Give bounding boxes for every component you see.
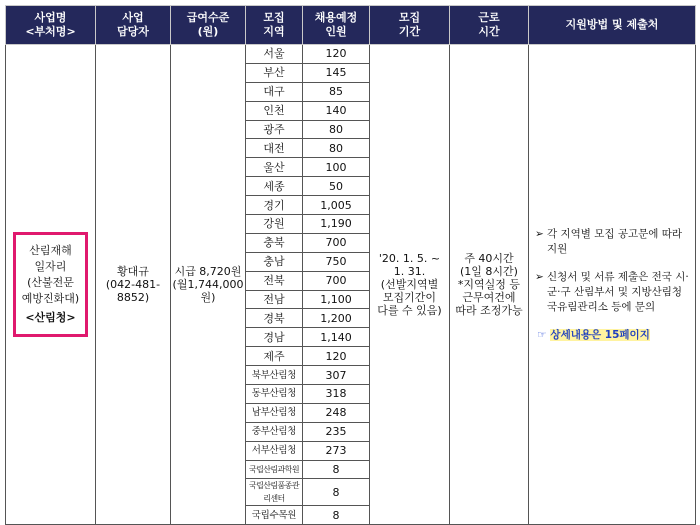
region-name: 대구 [246,82,303,101]
region-name: 충남 [246,252,303,271]
region-count: 750 [303,252,370,271]
program-line-2: 일자리 [34,260,67,274]
region-name: 전북 [246,271,303,290]
region-name: 국립수목원 [246,506,303,525]
manager-phone: (042-481-8852) [105,278,161,305]
region-count: 1,200 [303,309,370,328]
program-ministry: <산림청> [25,311,76,325]
bullet-arrow-icon: ➢ [535,227,544,240]
pay-hourly: 시급 8,720원 [174,265,242,279]
region-name: 제주 [246,347,303,366]
region-count: 248 [303,403,370,422]
region-count: 80 [303,139,370,158]
region-name: 경북 [246,309,303,328]
region-count: 1,140 [303,328,370,347]
region-name: 북부산림청 [246,366,303,385]
region-name: 울산 [246,158,303,177]
apply-item-1 [533,227,689,257]
region-name: 충북 [246,233,303,252]
header-row [6,6,696,45]
period-cell: '20. 1. 5. ~ 1. 31. (선발지역별 모집기간이 다를 수 있음) [370,45,450,525]
region-name: 강원 [246,215,303,234]
header-region: 모집 지역 [246,6,303,45]
bullet-arrow-icon: ➢ [535,270,544,283]
region-count: 1,005 [303,196,370,215]
region-count: 100 [303,158,370,177]
program-table-container [5,5,695,525]
region-count: 318 [303,385,370,404]
apply-more-text: 상세내용은 15페이지 [550,328,650,341]
region-name: 인천 [246,101,303,120]
region-name: 국립산림과학원 [246,460,303,479]
program-line-1: 산림재해 [29,244,72,258]
region-count: 700 [303,271,370,290]
pay-monthly: (월1,744,000원) [172,278,244,305]
region-count: 700 [303,233,370,252]
apply-item-1-text: 각 지역별 모집 공고문에 따라 지원 [547,227,683,255]
region-count: 140 [303,101,370,120]
region-count: 235 [303,422,370,441]
manager-name: 황대규 [117,265,149,279]
region-name: 서울 [246,45,303,64]
region-name: 국립산림품종관리센터 [246,479,303,506]
region-count: 1,100 [303,290,370,309]
pointing-hand-icon: ☞ [537,328,547,341]
header-period: 모집 기간 [370,6,450,45]
header-pay: 급여수준 (원) [171,6,246,45]
region-name: 대전 [246,139,303,158]
apply-item-2 [533,270,689,315]
manager-cell [96,45,171,525]
header-apply: 지원방법 및 제출처 [529,6,696,45]
apply-item-2-text: 신청서 및 서류 제출은 전국 시·군·구 산림부서 및 지방산림청 국유림관리소 등에 문의 [547,270,689,313]
region-name: 서부산림청 [246,441,303,460]
header-hours: 근로 시간 [450,6,529,45]
header-headcount: 채용예정 인원 [303,6,370,45]
header-program: 사업명 <부처명> [6,6,96,45]
pay-cell [171,45,246,525]
region-count: 273 [303,441,370,460]
region-name: 전남 [246,290,303,309]
program-line-3: (산불전문 [27,276,74,290]
program-cell [6,45,96,525]
region-count: 120 [303,45,370,64]
apply-list [533,227,689,315]
apply-more-link[interactable] [533,328,689,343]
region-count: 120 [303,347,370,366]
program-line-4: 예방진화대) [21,292,80,306]
hours-cell: 주 40시간 (1일 8시간) *지역실정 등 근무여건에 따라 조정가능 [450,45,529,525]
region-count: 1,190 [303,215,370,234]
region-name: 중부산림청 [246,422,303,441]
program-highlight-box [13,232,88,337]
region-name: 남부산림청 [246,403,303,422]
region-name: 동부산림청 [246,385,303,404]
region-name: 경남 [246,328,303,347]
region-name: 경기 [246,196,303,215]
region-count: 80 [303,120,370,139]
region-count: 8 [303,506,370,525]
program-table [5,5,696,525]
region-name: 광주 [246,120,303,139]
region-count: 307 [303,366,370,385]
region-name: 부산 [246,63,303,82]
apply-cell [529,45,696,525]
region-name: 세종 [246,177,303,196]
header-manager: 사업 담당자 [96,6,171,45]
region-count: 8 [303,460,370,479]
region-count: 8 [303,479,370,506]
region-count: 50 [303,177,370,196]
region-count: 85 [303,82,370,101]
region-count: 145 [303,63,370,82]
table-row [6,45,696,64]
